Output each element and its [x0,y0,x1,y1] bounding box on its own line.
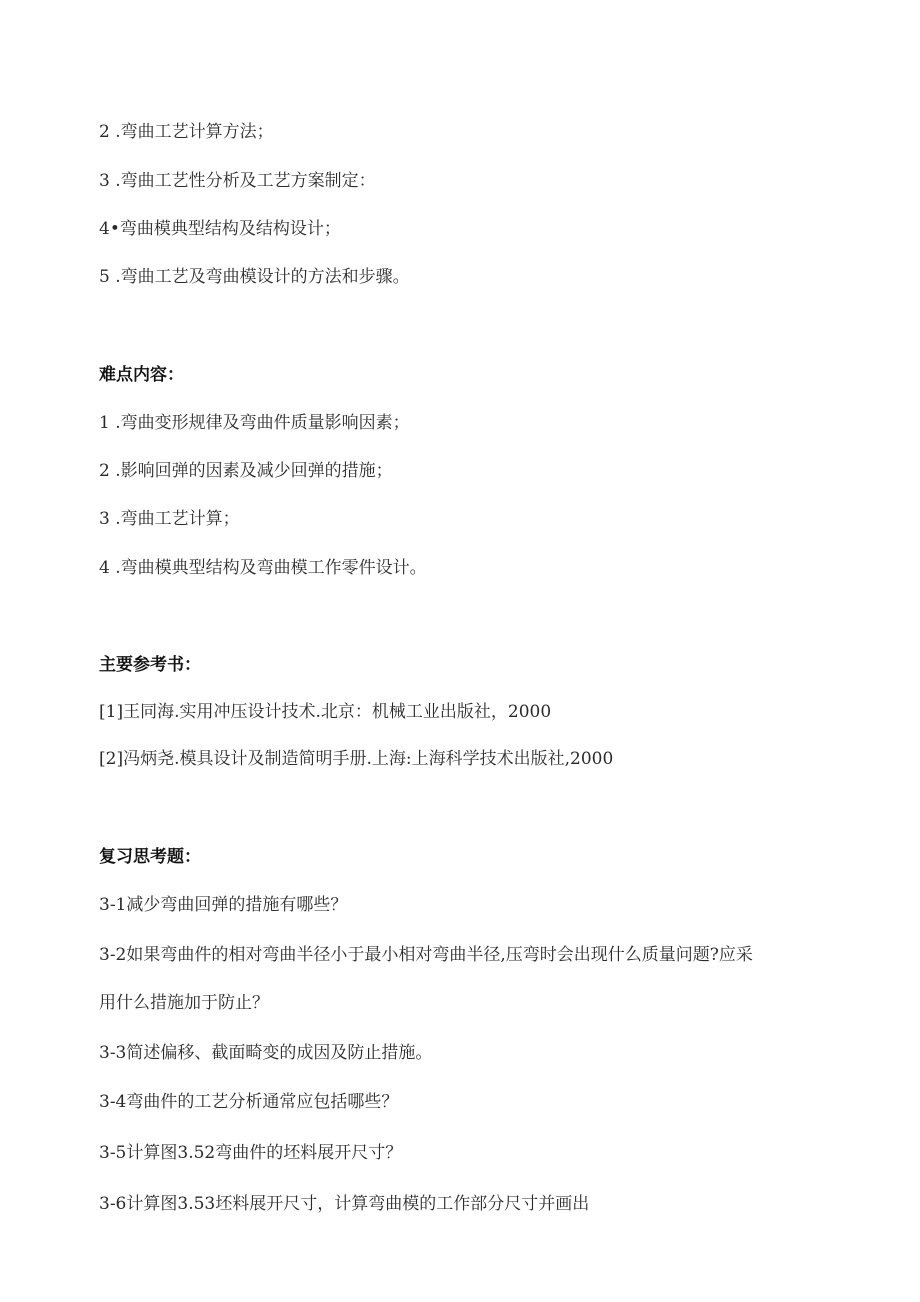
reference-item: [1]王同海.实用冲压设计技术.北京：机械工业出版社，2000 [99,702,552,722]
reference-item: [2]冯炳尧.模具设计及制造简明手册.上海:上海科学技术出版社,2000 [99,749,614,769]
review-question-continuation: 用什么措施加于防止？ [99,993,269,1013]
review-question: 3-5计算图3.52弯曲件的坯料展开尺寸？ [99,1143,403,1163]
difficult-item: 4 .弯曲模典型结构及弯曲模工作零件设计。 [99,558,427,578]
review-heading: 复习思考题： [99,847,201,867]
difficult-heading: 难点内容： [99,365,184,385]
review-question: 3-4弯曲件的工艺分析通常应包括哪些？ [99,1092,399,1112]
key-point-item: 3 .弯曲工艺性分析及工艺方案制定： [99,171,376,191]
key-point-item: 2 .弯曲工艺计算方法； [99,122,274,142]
review-question: 3-2如果弯曲件的相对弯曲半径小于最小相对弯曲半径,压弯时会出现什么质量问题?应采 [99,945,753,965]
difficult-item: 3 .弯曲工艺计算； [99,509,240,529]
review-question: 3-1减少弯曲回弹的措施有哪些？ [99,895,348,915]
key-point-item: 5 .弯曲工艺及弯曲模设计的方法和步骤。 [99,267,410,287]
review-question: 3-3简述偏移、截面畸变的成因及防止措施。 [99,1043,433,1063]
references-heading: 主要参考书： [99,655,201,675]
difficult-item: 1 .弯曲变形规律及弯曲件质量影响因素； [99,413,410,433]
key-point-item: 4•弯曲模典型结构及结构设计； [99,219,341,239]
difficult-item: 2 .影响回弹的因素及减少回弹的措施； [99,461,393,481]
review-question: 3-6计算图3.53坯料展开尺寸，计算弯曲模的工作部分尺寸并画出 [99,1194,590,1214]
